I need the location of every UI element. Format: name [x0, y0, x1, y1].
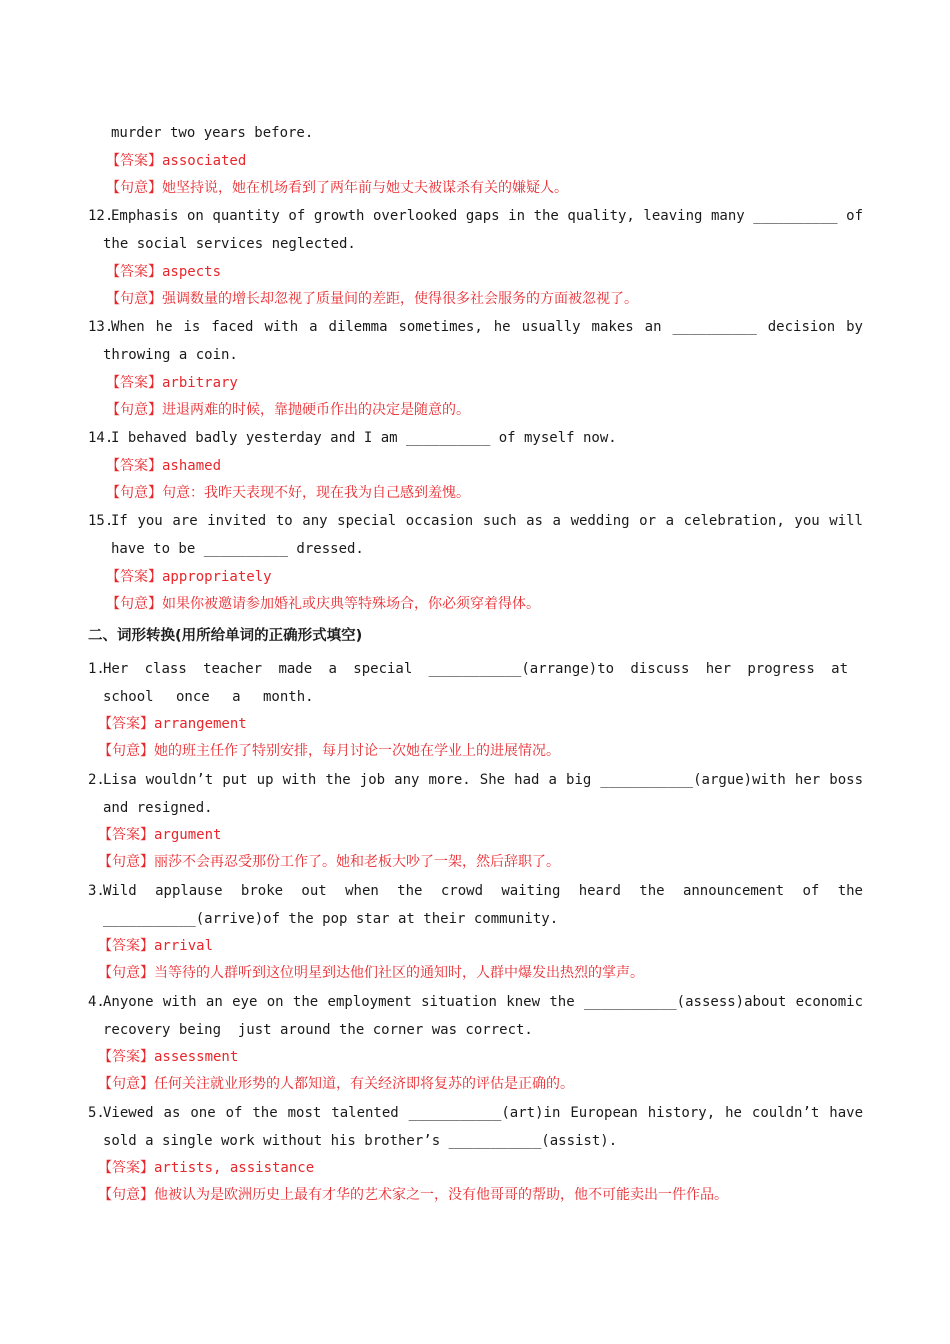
meaning-line [106, 178, 568, 198]
question-text: If you are invited to any special occasion such as a wedding or a celebration, you will [111, 513, 863, 529]
answer-line [98, 1158, 314, 1178]
meaning-text: 她的班主任作了特别安排，每月讨论一次她在学业上的进展情况。 [154, 743, 560, 759]
section-heading: 二、词形转换(用所给单词的正确形式填空) [88, 628, 363, 644]
meaning-label: 【句意】 [106, 402, 162, 418]
question-text: Emphasis on quantity of growth overlooked gaps in the quality, leaving many __________ of [111, 208, 863, 224]
question-number: 13. [88, 319, 114, 335]
meaning-text: 他被认为是欧洲历史上最有才华的艺术家之一，没有他哥哥的帮助，他不可能卖出一件作品。 [154, 1187, 728, 1203]
answer-value: artists, assistance [154, 1160, 315, 1176]
question-text: I behaved badly yesterday and I am __________ of myself now. [111, 430, 617, 446]
answer-value: arbitrary [162, 375, 238, 391]
question-text-continuation: murder two years before. [111, 125, 314, 141]
question-text: When he is faced with a dilemma sometimes, he usually makes an __________ decision by [111, 319, 863, 335]
meaning-text: 当等待的人群听到这位明星到达他们社区的通知时，人群中爆发出热烈的掌声。 [154, 965, 644, 981]
question-text-line2: sold a single work without his brother’s ___________(assist). [103, 1133, 618, 1149]
answer-label: 【答案】 [106, 264, 162, 280]
meaning-label: 【句意】 [106, 291, 162, 307]
answer-label: 【答案】 [106, 458, 162, 474]
meaning-line [106, 289, 638, 309]
answer-line [106, 373, 238, 393]
question-number: 15. [88, 513, 114, 529]
meaning-text: 丽莎不会再忍受那份工作了。她和老板大吵了一架，然后辞职了。 [154, 854, 560, 870]
answer-line [106, 262, 221, 282]
meaning-text: 句意：我昨天表现不好，现在我为自己感到羞愧。 [162, 485, 470, 501]
question-text-line2: recovery being just around the corner was correct. [103, 1022, 533, 1038]
meaning-text: 强调数量的增长却忽视了质量间的差距，使得很多社会服务的方面被忽视了。 [162, 291, 638, 307]
question-number: 3. [88, 883, 105, 899]
answer-label: 【答案】 [98, 938, 154, 954]
question-text: Anyone with an eye on the employment situation knew the ___________(assess)about economic [103, 994, 863, 1010]
meaning-label: 【句意】 [98, 743, 154, 759]
meaning-label: 【句意】 [106, 180, 162, 196]
meaning-text: 她坚持说，她在机场看到了两年前与她丈夫被谋杀有关的嫌疑人。 [162, 180, 568, 196]
question-text-line2: have to be __________ dressed. [111, 541, 364, 557]
answer-line [98, 825, 221, 845]
meaning-line [106, 483, 470, 503]
question-text-line2: the social services neglected. [103, 236, 356, 252]
question-number: 12. [88, 208, 114, 224]
meaning-line [98, 963, 644, 983]
meaning-label: 【句意】 [98, 1076, 154, 1092]
meaning-line [106, 594, 540, 614]
question-text: Her class teacher made a special ___________(arrange)to discuss her progress at [103, 661, 848, 677]
meaning-line [98, 741, 560, 761]
meaning-line [98, 1185, 728, 1205]
answer-label: 【答案】 [98, 1049, 154, 1065]
answer-line [106, 151, 246, 171]
answer-value: associated [162, 153, 247, 169]
question-text-line2: throwing a coin. [103, 347, 238, 363]
answer-value: ashamed [162, 458, 222, 474]
question-number: 2. [88, 772, 105, 788]
answer-value: appropriately [162, 569, 272, 585]
answer-line [98, 714, 247, 734]
answer-line [106, 567, 272, 587]
question-text: Wild applause broke out when the crowd waiting heard the announcement of the [103, 883, 863, 899]
question-text-line2: ___________(arrive)of the pop star at their community. [103, 911, 559, 927]
answer-value: assessment [154, 1049, 239, 1065]
question-text-line2: school once a month. [103, 689, 314, 705]
meaning-text: 如果你被邀请参加婚礼或庆典等特殊场合，你必须穿着得体。 [162, 596, 540, 612]
question-text-line2: and resigned. [103, 800, 213, 816]
question-number: 14. [88, 430, 114, 446]
question-number: 1. [88, 661, 105, 677]
answer-line [98, 936, 213, 956]
answer-value: aspects [162, 264, 222, 280]
meaning-label: 【句意】 [106, 596, 162, 612]
answer-label: 【答案】 [106, 375, 162, 391]
answer-label: 【答案】 [106, 569, 162, 585]
answer-label: 【答案】 [98, 827, 154, 843]
question-number: 4. [88, 994, 105, 1010]
meaning-label: 【句意】 [98, 854, 154, 870]
meaning-line [106, 400, 470, 420]
answer-value: arrival [154, 938, 214, 954]
meaning-label: 【句意】 [106, 485, 162, 501]
answer-line [106, 456, 221, 476]
question-text: Lisa wouldn’t put up with the job any more. She had a big ___________(argue)with her boss [103, 772, 863, 788]
meaning-text: 进退两难的时候，靠抛硬币作出的决定是随意的。 [162, 402, 470, 418]
answer-value: arrangement [154, 716, 247, 732]
meaning-label: 【句意】 [98, 965, 154, 981]
meaning-label: 【句意】 [98, 1187, 154, 1203]
question-text: Viewed as one of the most talented ___________(art)in European history, he couldn’t have [103, 1105, 863, 1121]
answer-label: 【答案】 [98, 1160, 154, 1176]
question-number: 5. [88, 1105, 105, 1121]
meaning-line [98, 852, 560, 872]
answer-value: argument [154, 827, 222, 843]
meaning-text: 任何关注就业形势的人都知道，有关经济即将复苏的评估是正确的。 [154, 1076, 574, 1092]
answer-line [98, 1047, 238, 1067]
answer-label: 【答案】 [106, 153, 162, 169]
answer-label: 【答案】 [98, 716, 154, 732]
meaning-line [98, 1074, 574, 1094]
